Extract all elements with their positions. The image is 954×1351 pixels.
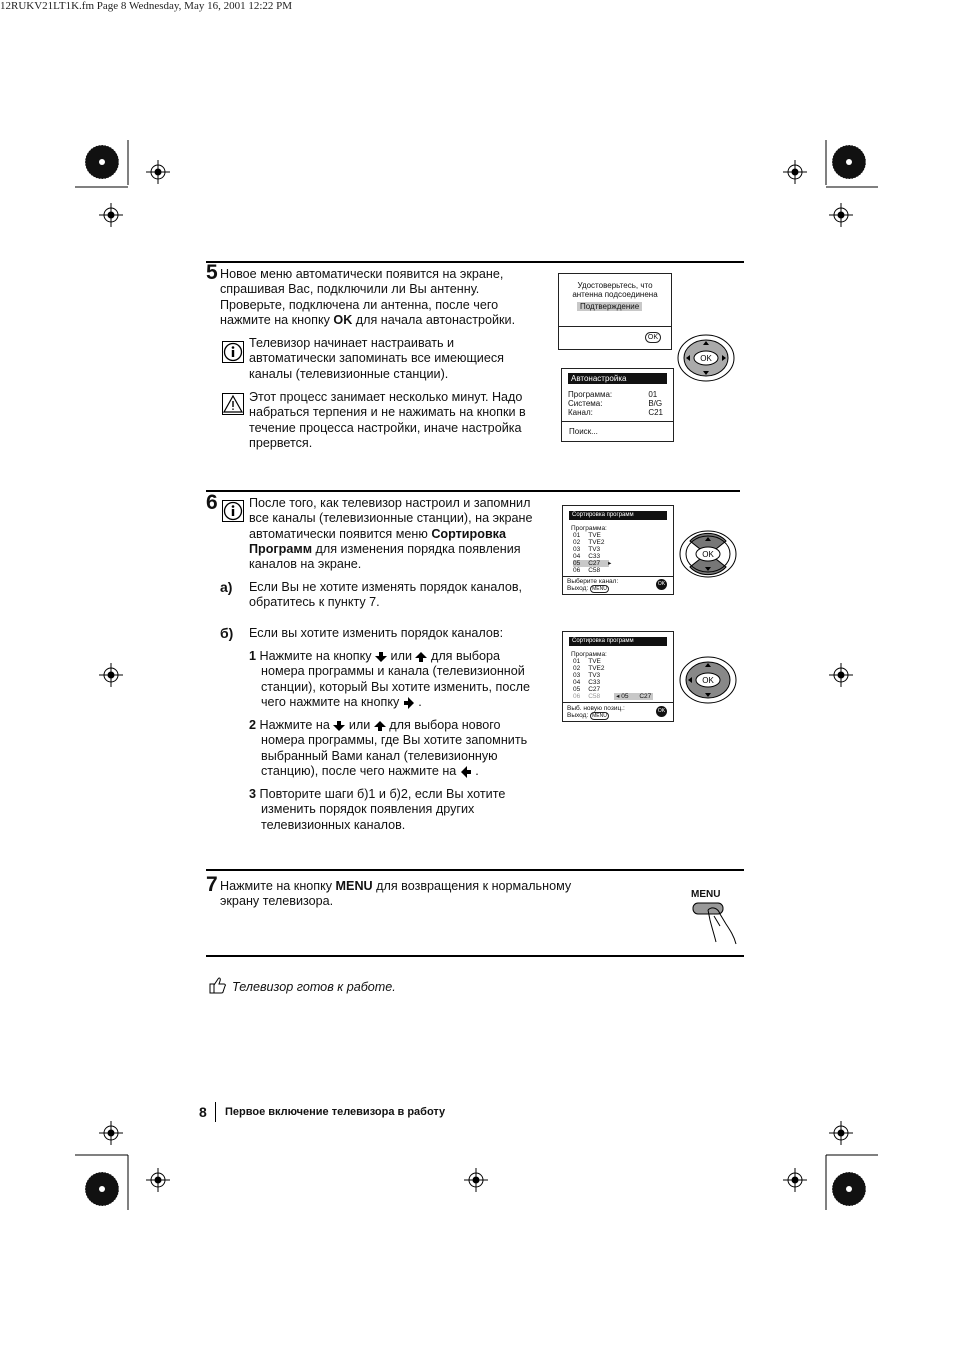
arrow-left-icon <box>460 766 472 778</box>
tv-screen-antenna: Удостоверьтесь, что антенна подсоединена Подтверждение OK <box>558 273 672 350</box>
arrow-down-icon <box>333 720 345 732</box>
page-number: 8 <box>199 1104 207 1120</box>
step7-text: Нажмите на кнопку MENU для возвращения к нормальному экрану телевизора. <box>220 879 572 909</box>
arrow-down-icon <box>375 651 387 663</box>
step6-text: После того, как телевизор настроил и запомнил все каналы (телевизионные станции), на экране автоматически появится меню Сортировка Программ для изменения порядка появления каналов на экране. <box>249 496 533 572</box>
thumbs-up-icon <box>207 975 227 995</box>
section-rule <box>206 869 744 871</box>
step5-warning: Этот процесс занимает несколько минут. Надо набраться терпения и не нажимать на кнопки в течение процесса настройки, иначе настройка прервется. <box>249 390 526 450</box>
arrow-up-icon <box>415 651 427 663</box>
menu-button-label: MENU <box>691 889 721 900</box>
warning-icon <box>222 393 244 415</box>
tv-screen-sort-move: Сортировка программ Программа: 01 TVE 02 TVE2 03 TV3 04 C33 05 C27 06 C58 ◂ 05 C27 Выб. новую позиц.: Выход: MENU OK <box>562 631 674 722</box>
step-number: 5 <box>206 261 218 284</box>
step5-text: Новое меню автоматически появится на экране, спрашивая Вас, подключили ли Вы антенну. Проверьте, подключена ли антенна, после чего нажмите на кнопку OK для начала автонастройки. <box>220 267 516 327</box>
remote-dpad <box>678 655 738 705</box>
info-icon <box>222 341 244 363</box>
step-number: 6 <box>206 491 218 514</box>
ok-badge: OK <box>656 706 667 717</box>
remote-ok-label: OK <box>700 354 712 363</box>
info-icon <box>222 500 244 522</box>
step6-b1: 1 Нажмите на кнопку или для выбора номера программы и канала (телевизионной станции), который Вы хотите изменить, после чего нажмите на кнопку . <box>249 649 530 709</box>
tv-screen-sort: Сортировка программ Программа: 01 TVE 02 TVE2 03 TV3 04 C33 05 C27 ▸ 06 C58 Выберите канал: Выход: MENU OK <box>562 505 674 595</box>
remote-dpad <box>676 333 736 383</box>
footer-divider <box>215 1102 216 1122</box>
step-number: 7 <box>206 873 218 896</box>
arrow-right-icon <box>403 697 415 709</box>
hand-press-menu-icon <box>690 900 740 946</box>
step6-b2: 2 Нажмите на или для выбора нового номера программы, где Вы хотите запомнить выбранный Вами канал (телевизионную станцию), после чего нажмите на . <box>249 718 528 778</box>
svg-text:OK: OK <box>702 676 714 685</box>
sub-label-a: а) <box>220 579 233 595</box>
section-rule <box>206 955 744 957</box>
final-note: Телевизор готов к работе. <box>232 980 396 994</box>
svg-text:OK: OK <box>702 550 714 559</box>
section-rule <box>206 261 744 263</box>
section-rule <box>206 490 740 492</box>
tv-screen-autotune: Автонастройка Программа: Система: Канал: 01 B/G C21 Поиск... <box>561 368 674 442</box>
ok-badge: OK <box>656 579 667 590</box>
remote-dpad <box>678 529 738 579</box>
file-info: 12RUKV21LT1K.fm Page 8 Wednesday, May 16, 2001 12:22 PM <box>0 0 293 12</box>
ok-badge: OK <box>645 332 661 343</box>
step6-b-intro: Если вы хотите изменить порядок каналов: <box>249 626 504 640</box>
arrow-up-icon <box>374 720 386 732</box>
step6-a-text: Если Вы не хотите изменять порядок каналов, обратитесь к пункту 7. <box>249 580 523 610</box>
step6-b3: 3 Повторите шаги б)1 и б)2, если Вы хотите изменить порядок появления других телевизионных каналов. <box>249 787 506 832</box>
footer-title: Первое включение телевизора в работу <box>225 1106 446 1118</box>
sub-label-b: б) <box>220 625 234 641</box>
step5-info: Телевизор начинает настраивать и автоматически запоминать все имеющиеся каналы (телевизионные станции). <box>249 336 504 381</box>
